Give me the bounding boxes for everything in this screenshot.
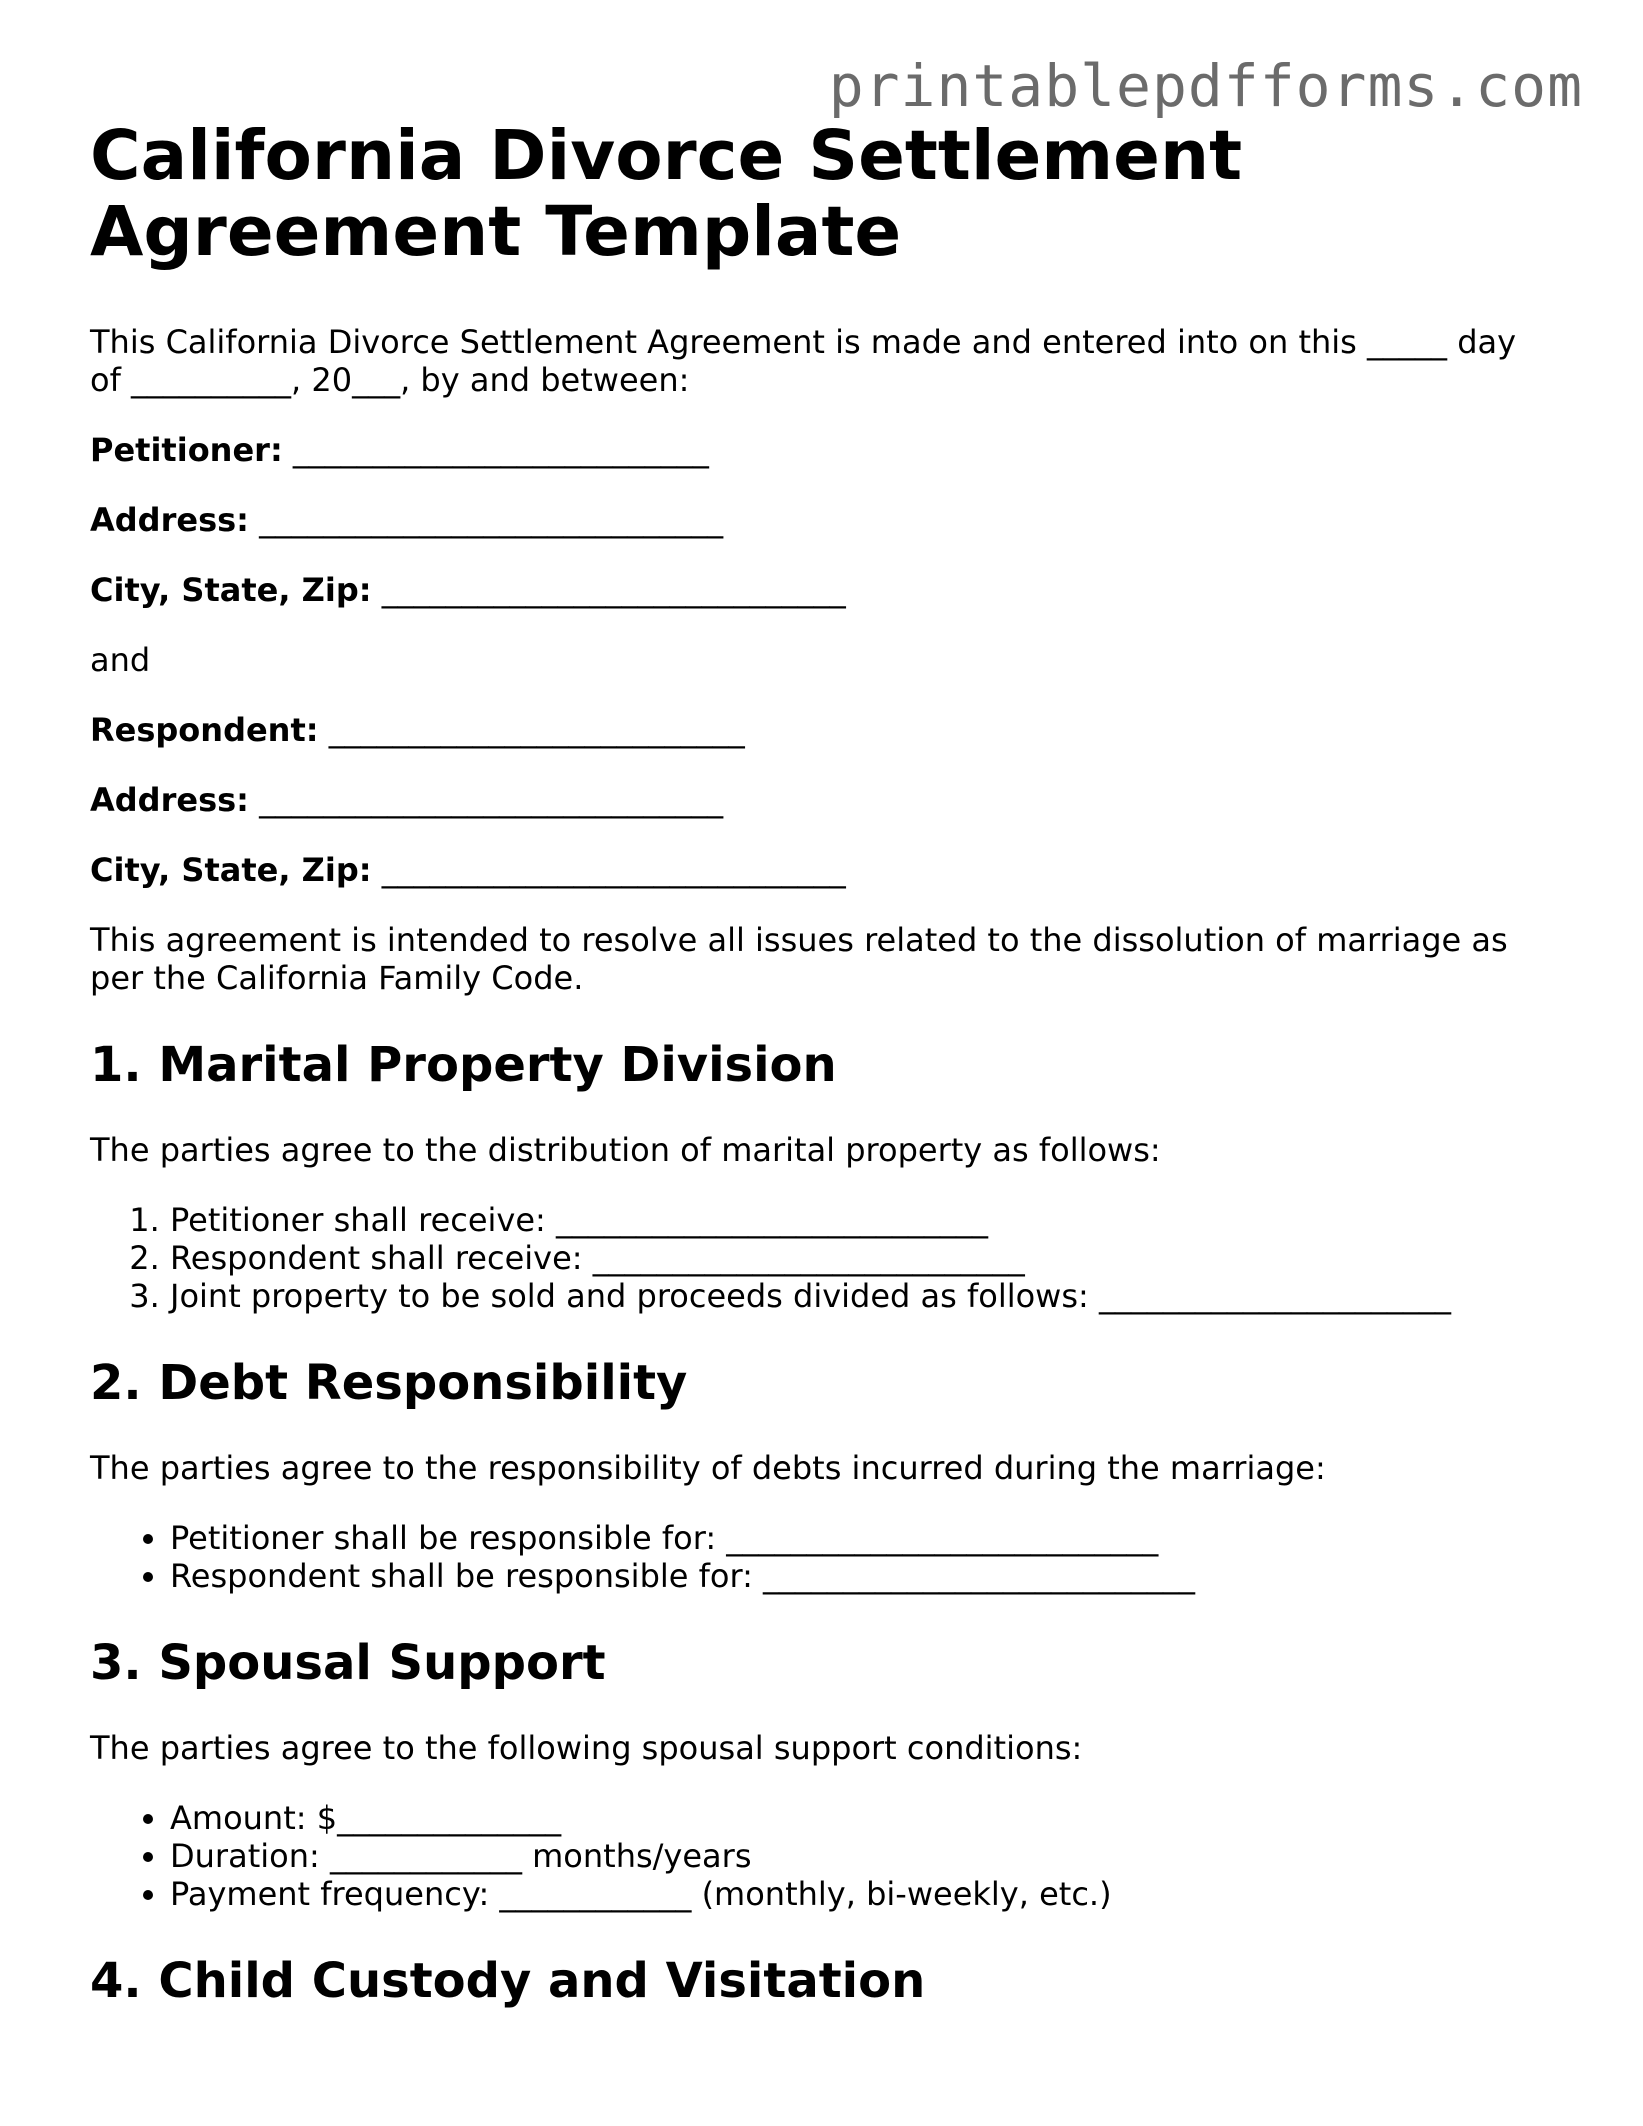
document-content xyxy=(90,118,1550,2009)
field-label: Address: xyxy=(90,501,249,539)
intro-paragraph: This California Divorce Settlement Agreement is made and entered into on this _____ day of __________, 20___, by and between: xyxy=(90,323,1517,399)
and-text: and xyxy=(90,641,151,679)
field-label: Address: xyxy=(90,781,249,819)
petitioner-address-field xyxy=(90,501,1550,539)
purpose-paragraph: This agreement is intended to resolve all issues related to the dissolution of marriage as per the California Family Code. xyxy=(90,921,1508,997)
list-item: • Petitioner shall be responsible for: ___________________________ xyxy=(170,1519,1550,1557)
blank-line: __________________________ xyxy=(282,431,709,469)
blank-line: _____________________________ xyxy=(371,851,846,889)
list-item: 3. Joint property to be sold and proceeds divided as follows: ______________________ xyxy=(170,1277,1550,1315)
list-item: • Duration: ____________ months/years xyxy=(170,1837,1550,1875)
list-item: 1. Petitioner shall receive: ___________________________ xyxy=(170,1201,1550,1239)
respondent-address-field xyxy=(90,781,1550,819)
blank-line: __________________________ xyxy=(318,711,745,749)
petitioner-name-field xyxy=(90,431,1550,469)
field-label: Respondent: xyxy=(90,711,319,749)
section-text-support: The parties agree to the following spousal support conditions: xyxy=(90,1729,1083,1767)
respondent-city-field xyxy=(90,851,1550,889)
section-text-property: The parties agree to the distribution of marital property as follows: xyxy=(90,1131,1161,1169)
section-heading-debt: 2. Debt Responsibility xyxy=(90,1355,688,1411)
field-label: Petitioner: xyxy=(90,431,283,469)
support-list xyxy=(90,1799,1550,1913)
blank-line: _____________________________ xyxy=(248,501,724,539)
field-label: City, State, Zip: xyxy=(90,851,372,889)
property-list xyxy=(90,1201,1550,1315)
list-item: • Amount: $______________ xyxy=(170,1799,1550,1837)
section-heading-custody: 4. Child Custody and Visitation xyxy=(90,1953,926,2009)
respondent-name-field xyxy=(90,711,1550,749)
blank-line: _____________________________ xyxy=(371,571,846,609)
document-title: California Divorce Settlement Agreement Template xyxy=(90,116,1243,272)
watermark: printablepdfforms.com xyxy=(828,52,1583,120)
list-item: • Payment frequency: ____________ (monthly, bi-weekly, etc.) xyxy=(170,1875,1550,1913)
field-label: City, State, Zip: xyxy=(90,571,372,609)
list-item: 2. Respondent shall receive: ___________________________ xyxy=(170,1239,1550,1277)
section-heading-property: 1. Marital Property Division xyxy=(90,1037,837,1093)
blank-line: _____________________________ xyxy=(248,781,724,819)
section-text-debt: The parties agree to the responsibility of debts incurred during the marriage: xyxy=(90,1449,1326,1487)
petitioner-city-field xyxy=(90,571,1550,609)
debt-list xyxy=(90,1519,1550,1595)
section-heading-support: 3. Spousal Support xyxy=(90,1635,606,1691)
list-item: • Respondent shall be responsible for: ___________________________ xyxy=(170,1557,1550,1595)
